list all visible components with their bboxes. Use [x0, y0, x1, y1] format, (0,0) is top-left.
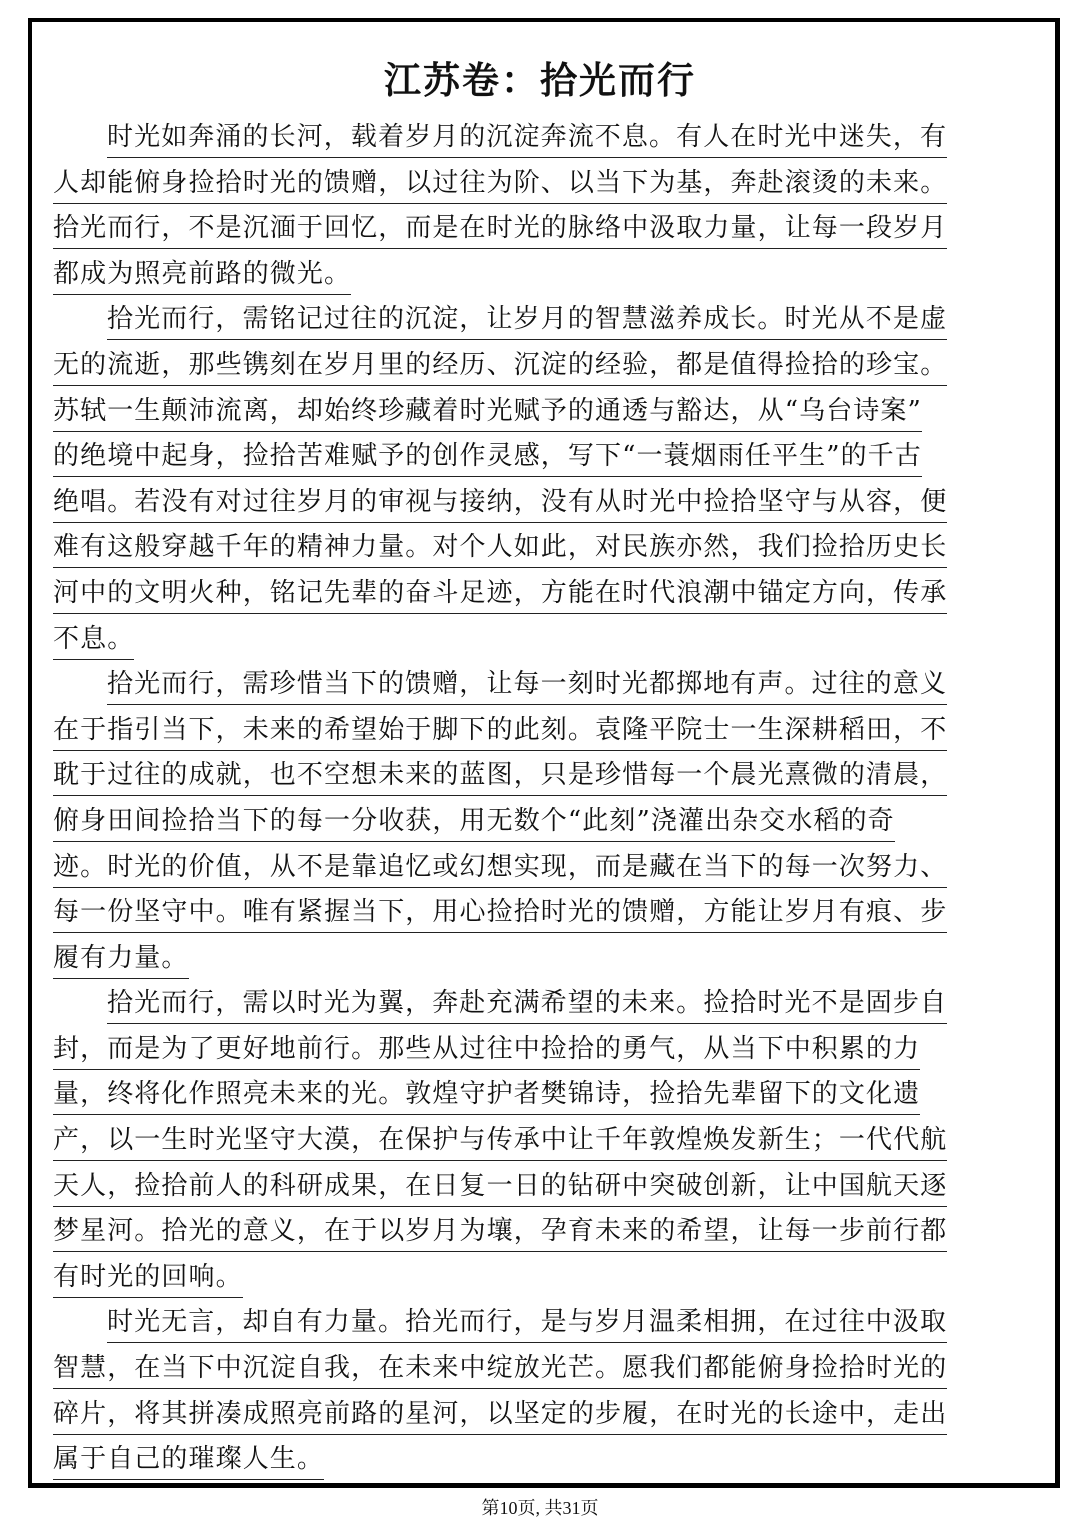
text-line	[53, 754, 1013, 800]
text-line	[53, 298, 1013, 344]
text-line	[53, 1393, 1013, 1439]
text-line	[53, 1210, 1013, 1256]
paragraph	[53, 982, 1013, 1301]
line-text: 梦星河。拾光的意义，在于以岁月为壤，孕育未来的希望，让每一步前行都	[53, 1212, 947, 1252]
line-text: 拾光而行，不是沉湎于回忆，而是在时光的脉络中汲取力量，让每一段岁月	[53, 209, 947, 249]
line-text: 时光如奔涌的长河，载着岁月的沉淀奔流不息。有人在时光中迷失，有	[107, 118, 947, 158]
text-line	[53, 116, 1013, 162]
line-text: 难有这般穿越千年的精神力量。对个人如此，对民族亦然，我们捡拾历史长	[53, 528, 947, 568]
text-line	[53, 390, 1013, 436]
line-text: 智慧，在当下中沉淀自我，在未来中绽放光芒。愿我们都能俯身捡拾时光的	[53, 1349, 947, 1389]
text-line	[53, 1119, 1013, 1165]
text-line	[53, 526, 1013, 572]
text-line	[53, 709, 1013, 755]
paragraph	[53, 663, 1013, 982]
page-footer: 第10页, 共31页	[481, 1498, 599, 1518]
text-line	[53, 435, 1013, 481]
text-line	[53, 891, 1013, 937]
essay-body	[53, 116, 1013, 1484]
line-text: 拾光而行，需以时光为翼，奔赴充满希望的未来。捡拾时光不是固步自	[107, 984, 947, 1024]
essay-title: 江苏卷：拾光而行	[384, 59, 696, 102]
line-text: 碎片，将其拼凑成照亮前路的星河，以坚定的步履，在时光的长途中，走出	[53, 1395, 947, 1435]
line-text: 绝唱。若没有对过往岁月的审视与接纳，没有从时光中捡拾坚守与从容，便	[53, 483, 947, 523]
text-line	[53, 1438, 1013, 1484]
line-text: 不息。	[53, 620, 134, 660]
paragraph	[53, 298, 1013, 663]
text-line	[53, 1301, 1013, 1347]
text-line	[53, 982, 1013, 1028]
text-line	[53, 663, 1013, 709]
text-line	[53, 344, 1013, 390]
line-text: 耽于过往的成就，也不空想未来的蓝图，只是珍惜每一个晨光熹微的清晨，	[53, 756, 947, 796]
line-text: 在于指引当下，未来的希望始于脚下的此刻。袁隆平院士一生深耕稻田，不	[53, 711, 947, 751]
line-text: 属于自己的璀璨人生。	[53, 1440, 324, 1480]
line-text: 量，终将化作照亮未来的光。敦煌守护者樊锦诗，捡拾先辈留下的文化遗	[53, 1075, 920, 1115]
line-text: 人却能俯身捡拾时光的馈赠，以过往为阶、以当下为基，奔赴滚烫的未来。	[53, 164, 947, 204]
line-text: 俯身田间捡拾当下的每一分收获，用无数个“此刻”浇灌出杂交水稻的奇	[53, 802, 895, 842]
text-line	[53, 937, 1013, 983]
line-text: 河中的文明火种，铭记先辈的奋斗足迹，方能在时代浪潮中锚定方向，传承	[53, 574, 947, 614]
line-text: 封，而是为了更好地前行。那些从过往中捡拾的勇气，从当下中积累的力	[53, 1030, 920, 1070]
text-line	[53, 481, 1013, 527]
line-text: 有时光的回响。	[53, 1258, 243, 1298]
text-line	[53, 162, 1013, 208]
line-text: 迹。时光的价值，从不是靠追忆或幻想实现，而是藏在当下的每一次努力、	[53, 848, 947, 888]
text-line	[53, 800, 1013, 846]
line-text: 拾光而行，需珍惜当下的馈赠，让每一刻时光都掷地有声。过往的意义	[107, 665, 947, 705]
line-text: 苏轼一生颠沛流离，却始终珍藏着时光赋予的通透与豁达，从“乌台诗案”	[53, 392, 922, 432]
text-line	[53, 618, 1013, 664]
text-line	[53, 1073, 1013, 1119]
text-line	[53, 253, 1013, 299]
text-line	[53, 1028, 1013, 1074]
text-line	[53, 1165, 1013, 1211]
text-line	[53, 207, 1013, 253]
line-text: 拾光而行，需铭记过往的沉淀，让岁月的智慧滋养成长。时光从不是虚	[107, 300, 947, 340]
line-text: 无的流逝，那些镌刻在岁月里的经历、沉淀的经验，都是值得捡拾的珍宝。	[53, 346, 947, 386]
text-line	[53, 1256, 1013, 1302]
paragraph	[53, 1301, 1013, 1483]
line-text: 每一份坚守中。唯有紧握当下，用心捡拾时光的馈赠，方能让岁月有痕、步	[53, 893, 947, 933]
line-text: 产，以一生时光坚守大漠，在保护与传承中让千年敦煌焕发新生；一代代航	[53, 1121, 947, 1161]
line-text: 履有力量。	[53, 939, 189, 979]
line-text: 时光无言，却自有力量。拾光而行，是与岁月温柔相拥，在过往中汲取	[107, 1303, 947, 1343]
line-text: 天人，捡拾前人的科研成果，在日复一日的钻研中突破创新，让中国航天逐	[53, 1167, 947, 1207]
text-line	[53, 1347, 1013, 1393]
text-line	[53, 846, 1013, 892]
line-text: 都成为照亮前路的微光。	[53, 255, 351, 295]
text-line	[53, 572, 1013, 618]
line-text: 的绝境中起身，捡拾苦难赋予的创作灵感，写下“一蓑烟雨任平生”的千古	[53, 437, 922, 477]
paragraph	[53, 116, 1013, 298]
